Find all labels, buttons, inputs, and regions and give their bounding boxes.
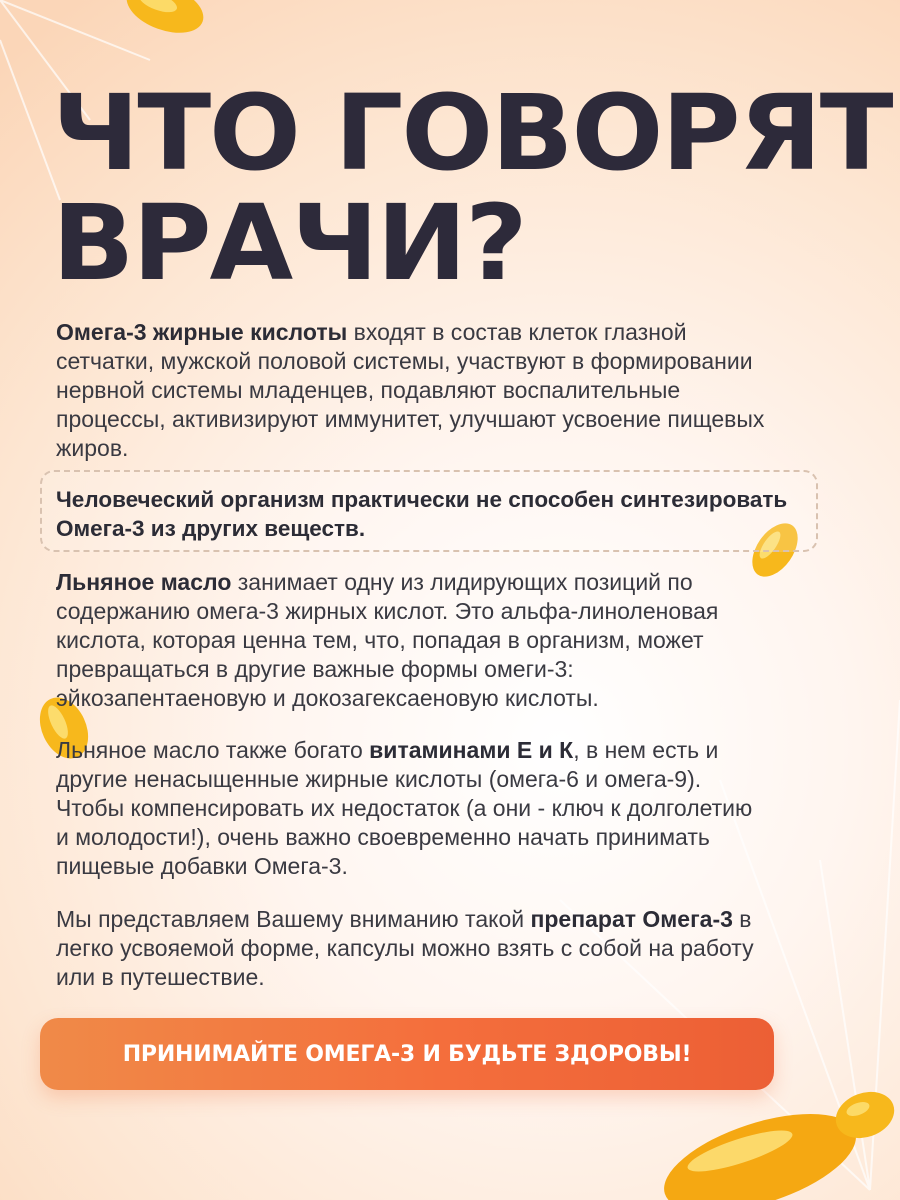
paragraph-3-text: другие ненасыщенные жирные кислоты (омега-6 и омега-9). bbox=[56, 766, 702, 792]
title-line-1: ЧТО ГОВОРЯТ bbox=[52, 72, 892, 194]
cta-take-omega3-button[interactable] bbox=[40, 1018, 774, 1090]
cta-label: ПРИНИМАЙТЕ ОМЕГА-3 И БУДЬТЕ ЗДОРОВЫ! bbox=[122, 1041, 692, 1067]
paragraph-3-text: пищевые добавки Омега-3. bbox=[56, 853, 348, 879]
title-line-2: ВРАЧИ? bbox=[52, 182, 526, 304]
paragraph-1-text: входят в состав клеток глазной bbox=[347, 319, 687, 345]
paragraph-3-text: и молодости!), очень важно своевременно начать принимать bbox=[56, 824, 710, 850]
paragraph-3-bold: витаминами Е и К bbox=[369, 737, 574, 763]
highlight-note-text bbox=[56, 485, 826, 543]
paragraph-2-text: превращаться в другие важные формы омеги-3: bbox=[56, 656, 574, 682]
paragraph-3-text: Льняное масло также богато bbox=[56, 737, 370, 763]
paragraph-1-text: жиров. bbox=[56, 435, 129, 461]
paragraph-4-bold: препарат Омега-3 bbox=[530, 906, 733, 932]
paragraph-1-text: сетчатки, мужской половой системы, участвуют в формировании bbox=[56, 348, 753, 374]
paragraph-2-text: содержанию омега-3 жирных кислот. Это альфа-линоленовая bbox=[56, 598, 719, 624]
paragraph-1-text: процессы, активизируют иммунитет, улучшают усвоение пищевых bbox=[56, 406, 765, 432]
paragraph-1-bold: Омега-3 жирные кислоты bbox=[56, 319, 348, 345]
note-line: Омега-3 из других веществ. bbox=[56, 516, 366, 541]
paragraph-omega3-benefits bbox=[56, 318, 846, 463]
paragraph-4-text: Мы представляем Вашему вниманию такой bbox=[56, 906, 531, 932]
paragraph-2-text: занимает одну из лидирующих позиций по bbox=[231, 569, 693, 595]
paragraph-1-text: нервной системы младенцев, подавляют воспалительные bbox=[56, 377, 681, 403]
paragraph-2-text: кислота, которая ценна тем, что, попадая в организм, может bbox=[56, 627, 704, 653]
paragraph-2-bold: Льняное масло bbox=[56, 569, 232, 595]
paragraph-flax-oil bbox=[56, 568, 846, 713]
note-line: Человеческий организм практически не способен синтезировать bbox=[56, 487, 788, 512]
paragraph-4-text: легко усвояемой форме, капсулы можно взять с собой на работу bbox=[56, 935, 754, 961]
paragraph-vitamins bbox=[56, 736, 846, 881]
paragraph-2-text: эйкозапентаеновую и докозагексаеновую кислоты. bbox=[56, 685, 599, 711]
paragraph-3-text: , в нем есть и bbox=[573, 737, 719, 763]
paragraph-product-offer bbox=[56, 905, 846, 992]
paragraph-3-text: Чтобы компенсировать их недостаток (а они - ключ к долголетию bbox=[56, 795, 753, 821]
paragraph-4-text: в bbox=[732, 906, 752, 932]
paragraph-4-text: или в путешествие. bbox=[56, 964, 265, 990]
page-title bbox=[52, 72, 900, 304]
